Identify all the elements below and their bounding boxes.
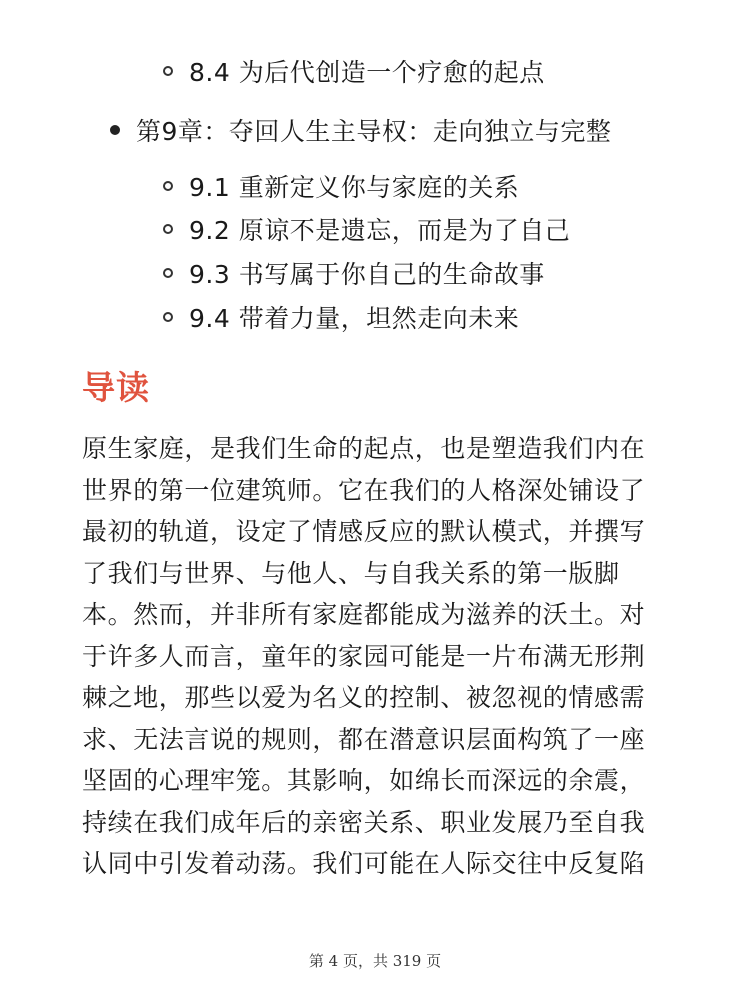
paragraph-line: 本。然而，并非所有家庭都能成为滋养的沃土。对: [82, 600, 646, 629]
filled-bullet-icon: [110, 125, 120, 135]
hollow-bullet-icon: [163, 66, 173, 76]
paragraph-line: 了我们与世界、与他人、与自我关系的第一版脚: [82, 558, 620, 588]
toc-item-9-2: [163, 207, 570, 251]
toc-item-label: 9.4 带着力量，坦然走向未来: [189, 304, 520, 333]
toc-item-label: 9.2 原谅不是遗忘，而是为了自己: [189, 216, 571, 245]
paragraph-line: 原生家庭，是我们生命的起点，也是塑造我们内在: [82, 434, 646, 463]
paragraph-line: 持续在我们成年后的亲密关系、职业发展乃至自我: [82, 807, 646, 837]
paragraph-line: 棘之地，那些以爱为名义的控制、被忽视的情感需: [82, 683, 646, 712]
toc-item-label: 9.1 重新定义你与家庭的关系: [189, 173, 520, 202]
hollow-bullet-icon: [163, 181, 173, 191]
intro-paragraph: [82, 428, 682, 885]
toc-item-9-3: [163, 251, 545, 295]
paragraph-line: 认同中引发着动荡。我们可能在人际交往中反复陷: [82, 849, 646, 878]
toc-chapter-9: [110, 108, 611, 152]
hollow-bullet-icon: [163, 268, 173, 278]
toc-item-9-4: [163, 295, 519, 339]
paragraph-line: 坚固的心理牢笼。其影响，如绵长而深远的余震，: [82, 766, 646, 795]
page-number-footer: 第 4 页，共 319 页: [308, 952, 442, 970]
hollow-bullet-icon: [163, 312, 173, 322]
toc-chapter-label: 第9章：夺回人生主导权：走向独立与完整: [136, 117, 612, 146]
toc-item-label: 9.3 书写属于你自己的生命故事: [189, 260, 545, 289]
toc-item-8-4: [163, 49, 545, 93]
paragraph-line: 求、无法言说的规则，都在潜意识层面构筑了一座: [82, 724, 646, 754]
paragraph-line: 世界的第一位建筑师。它在我们的人格深处铺设了: [82, 475, 646, 505]
hollow-bullet-icon: [163, 224, 173, 234]
toc-item-9-1: [163, 164, 519, 208]
paragraph-line: 于许多人而言，童年的家园可能是一片布满无形荆: [82, 641, 646, 671]
paragraph-line: 最初的轨道，设定了情感反应的默认模式，并撰写: [82, 517, 646, 546]
toc-item-label: 8.4 为后代创造一个疗愈的起点: [189, 58, 545, 87]
section-heading: 导读: [82, 368, 150, 407]
